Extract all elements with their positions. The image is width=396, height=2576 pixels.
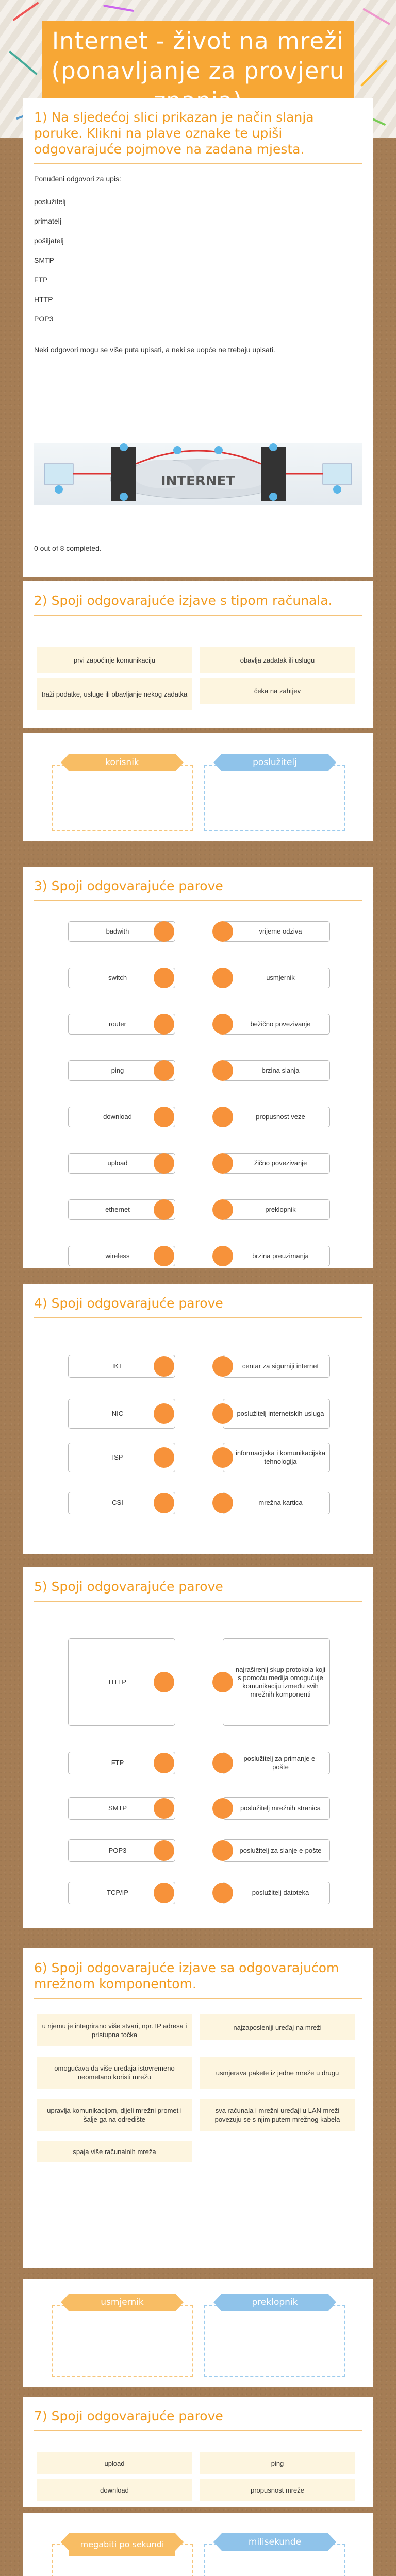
match-connector-dot[interactable]	[154, 1840, 174, 1861]
match-connector-dot[interactable]	[154, 1447, 174, 1468]
match-connector-dot[interactable]	[212, 1356, 233, 1377]
blue-marker[interactable]	[120, 443, 128, 451]
question-6-heading: 6) Spoji odgovarajuće izjave sa odgovarajućom mrežnom komponentom.	[34, 1960, 339, 1991]
term-item: pošiljatelj	[34, 236, 64, 245]
question-1-heading: 1) Na sljedećoj slici prikazan je način slanja poruke. Klikni na plave oznake te upiši odgovarajuće pojmove na zadana mjesta.	[34, 110, 314, 157]
match-connector-dot[interactable]	[212, 1199, 233, 1220]
question-5-heading: 5) Spoji odgovarajuće parove	[34, 1579, 223, 1594]
draggable-tile[interactable]: upload	[37, 2452, 192, 2474]
blue-marker[interactable]	[214, 446, 223, 454]
match-connector-dot[interactable]	[154, 1753, 174, 1773]
match-right-item[interactable]: poslužitelj mrežnih stranica	[223, 1797, 330, 1820]
match-right-item[interactable]: najraširenij skup protokola koji s pomoću medija omogućuje komunikaciju između svih mrežnih komponenti	[223, 1638, 330, 1726]
match-connector-dot[interactable]	[212, 1060, 233, 1081]
progress-text: 0 out of 8 completed.	[34, 544, 102, 552]
draggable-tile[interactable]: traži podatke, usluge ili obavljanje nekog zadatka	[37, 678, 192, 710]
match-right-item[interactable]: usmjernik	[223, 968, 330, 988]
question-5-card	[23, 1567, 373, 1928]
match-left-item[interactable]: CSI	[68, 1492, 175, 1514]
match-connector-dot[interactable]	[212, 1883, 233, 1903]
category-dropzone-korisnik[interactable]	[52, 765, 193, 831]
match-left-item[interactable]: IKT	[68, 1355, 175, 1378]
divider	[34, 1317, 362, 1318]
draggable-tile[interactable]: sva računala i mrežni uređaji u LAN mreži povezuju se s njim putem mrežnog kabela	[200, 2099, 355, 2131]
match-connector-dot[interactable]	[212, 1447, 233, 1468]
match-connector-dot[interactable]	[212, 1493, 233, 1513]
question-2-heading: 2) Spoji odgovarajuće izjave s tipom računala.	[34, 593, 333, 608]
match-connector-dot[interactable]	[154, 1403, 174, 1424]
match-right-item[interactable]: mrežna kartica	[223, 1492, 330, 1514]
match-connector-dot[interactable]	[154, 968, 174, 988]
match-right-item[interactable]: brzina slanja	[223, 1060, 330, 1081]
category-label: megabiti po sekundi	[69, 2533, 175, 2556]
divider	[34, 900, 362, 901]
draggable-tile[interactable]: najzaposleniji uređaj na mreži	[200, 2014, 355, 2040]
match-left-item[interactable]: upload	[68, 1153, 175, 1174]
match-connector-dot[interactable]	[212, 1107, 233, 1127]
match-connector-dot[interactable]	[154, 1493, 174, 1513]
match-connector-dot[interactable]	[154, 1199, 174, 1220]
draggable-tile[interactable]: prvi započinje komunikaciju	[37, 647, 192, 673]
match-left-item[interactable]: POP3	[68, 1839, 175, 1862]
match-right-item[interactable]: poslužitelj za primanje e- pošte	[223, 1752, 330, 1774]
match-connector-dot[interactable]	[212, 1753, 233, 1773]
question-7-dropzone-card	[23, 2513, 373, 2576]
draggable-tile[interactable]: ping	[200, 2452, 355, 2474]
match-connector-dot[interactable]	[154, 1798, 174, 1819]
match-left-item[interactable]: TCP/IP	[68, 1882, 175, 1904]
question-7-heading: 7) Spoji odgovarajuće parove	[34, 2409, 223, 2424]
divider	[34, 163, 362, 164]
question-4-heading: 4) Spoji odgovarajuće parove	[34, 1296, 223, 1311]
question-1-card	[23, 98, 373, 577]
category-dropzone-posluzitelj[interactable]	[204, 765, 345, 831]
match-connector-dot[interactable]	[212, 1246, 233, 1266]
match-right-item[interactable]: vrijeme odziva	[223, 921, 330, 942]
match-right-item[interactable]: centar za sigurniji internet	[223, 1355, 330, 1378]
term-item: primatelj	[34, 217, 61, 225]
blue-marker[interactable]	[173, 446, 182, 454]
network-diagram-svg	[34, 443, 362, 505]
match-left-item[interactable]: HTTP	[68, 1638, 175, 1726]
category-dropzone-usmjernik[interactable]	[52, 2305, 193, 2377]
draggable-tile[interactable]: upravlja komunikacijom, dijeli mrežni promet i šalje ga na odredište	[37, 2099, 192, 2131]
term-item: HTTP	[34, 295, 53, 303]
term-item: poslužitelj	[34, 197, 66, 206]
match-right-item[interactable]: bežično povezivanje	[223, 1014, 330, 1035]
match-left-item[interactable]: ISP	[68, 1443, 175, 1472]
question-3-heading: 3) Spoji odgovarajuće parove	[34, 878, 223, 893]
match-right-item[interactable]: poslužitelj internetskih usluga	[223, 1399, 330, 1429]
match-connector-dot[interactable]	[154, 1014, 174, 1035]
draggable-tile[interactable]: spaja više računalnih mreža	[37, 2141, 192, 2162]
match-connector-dot[interactable]	[212, 1403, 233, 1424]
match-left-item[interactable]: ethernet	[68, 1199, 175, 1220]
category-label: usmjernik	[69, 2294, 175, 2311]
divider	[34, 615, 362, 616]
draggable-tile[interactable]: usmjerava pakete iz jedne mreže u drugu	[200, 2057, 355, 2089]
blue-marker[interactable]	[269, 443, 277, 451]
match-left-item[interactable]: FTP	[68, 1752, 175, 1774]
match-left-item[interactable]: switch	[68, 968, 175, 988]
draggable-tile[interactable]: u njemu je integrirano više stvari, npr. IP adresa i pristupna točka	[37, 2014, 192, 2046]
match-right-item[interactable]: žično povezivanje	[223, 1153, 330, 1174]
match-left-item[interactable]: NIC	[68, 1399, 175, 1429]
term-item: POP3	[34, 315, 54, 323]
divider	[34, 1998, 362, 1999]
match-connector-dot[interactable]	[154, 1107, 174, 1127]
internet-label: INTERNET	[160, 473, 236, 489]
match-connector-dot[interactable]	[154, 1153, 174, 1174]
draggable-tile[interactable]: čeka na zahtjev	[200, 678, 355, 704]
question-7-card	[23, 2397, 373, 2507]
match-left-item[interactable]: ping	[68, 1060, 175, 1081]
category-label: preklopnik	[222, 2294, 328, 2311]
blue-marker[interactable]	[120, 493, 128, 501]
match-right-item[interactable]: brzina preuzimanja	[223, 1246, 330, 1266]
category-label: milisekunde	[222, 2533, 328, 2551]
divider	[34, 2430, 362, 2431]
match-left-item[interactable]: download	[68, 1107, 175, 1127]
match-connector-dot[interactable]	[154, 1672, 174, 1692]
draggable-tile[interactable]: obavlja zadatak ili uslugu	[200, 647, 355, 673]
match-connector-dot[interactable]	[212, 1153, 233, 1174]
category-label: korisnik	[69, 754, 175, 771]
match-connector-dot[interactable]	[212, 1840, 233, 1861]
note-text: Neki odgovori mogu se više puta upisati, a neki se uopće ne trebaju upisati.	[34, 346, 275, 354]
match-connector-dot[interactable]	[154, 1356, 174, 1377]
question-6-card	[23, 1948, 373, 2268]
match-connector-dot[interactable]	[212, 1672, 233, 1692]
match-connector-dot[interactable]	[154, 1246, 174, 1266]
network-diagram	[34, 443, 362, 505]
match-right-item[interactable]: informacijska i komunikacijska tehnologija	[223, 1443, 330, 1472]
blue-marker[interactable]	[333, 485, 341, 494]
match-connector-dot[interactable]	[212, 968, 233, 988]
category-dropzone-preklopnik[interactable]	[204, 2305, 345, 2377]
page-title: Internet - život na mreži (ponavljanje za provjeru	[51, 27, 345, 84]
blue-marker[interactable]	[55, 485, 63, 494]
question-2-card	[23, 581, 373, 728]
match-right-item[interactable]: propusnost veze	[223, 1107, 330, 1127]
match-connector-dot[interactable]	[212, 1798, 233, 1819]
match-left-item[interactable]: wireless	[68, 1246, 175, 1266]
match-connector-dot[interactable]	[154, 1883, 174, 1903]
match-connector-dot[interactable]	[154, 921, 174, 942]
question-2-dropzone-card	[23, 733, 373, 841]
blue-marker[interactable]	[269, 493, 277, 501]
match-left-item[interactable]: badwith	[68, 921, 175, 942]
term-item: FTP	[34, 276, 48, 284]
match-right-item[interactable]: poslužitelj datoteka	[223, 1882, 330, 1904]
divider	[34, 1601, 362, 1602]
match-right-item[interactable]: poslužitelj za slanje e-pošte	[223, 1839, 330, 1862]
category-label: poslužitelj	[222, 754, 328, 771]
draggable-tile[interactable]: omogućava da više uređaja istovremeno neometano koristi mrežu	[37, 2057, 192, 2089]
term-item: SMTP	[34, 256, 54, 264]
match-connector-dot[interactable]	[154, 1060, 174, 1081]
match-left-item[interactable]: router	[68, 1014, 175, 1035]
offered-label: Ponuđeni odgovori za upis:	[34, 175, 121, 183]
match-left-item[interactable]: SMTP	[68, 1797, 175, 1820]
draggable-tile[interactable]: propusnost mreže	[200, 2479, 355, 2501]
draggable-tile[interactable]: download	[37, 2479, 192, 2501]
match-right-item[interactable]: preklopnik	[223, 1199, 330, 1220]
match-connector-dot[interactable]	[212, 921, 233, 942]
match-connector-dot[interactable]	[212, 1014, 233, 1035]
question-6-dropzone-card	[23, 2279, 373, 2387]
